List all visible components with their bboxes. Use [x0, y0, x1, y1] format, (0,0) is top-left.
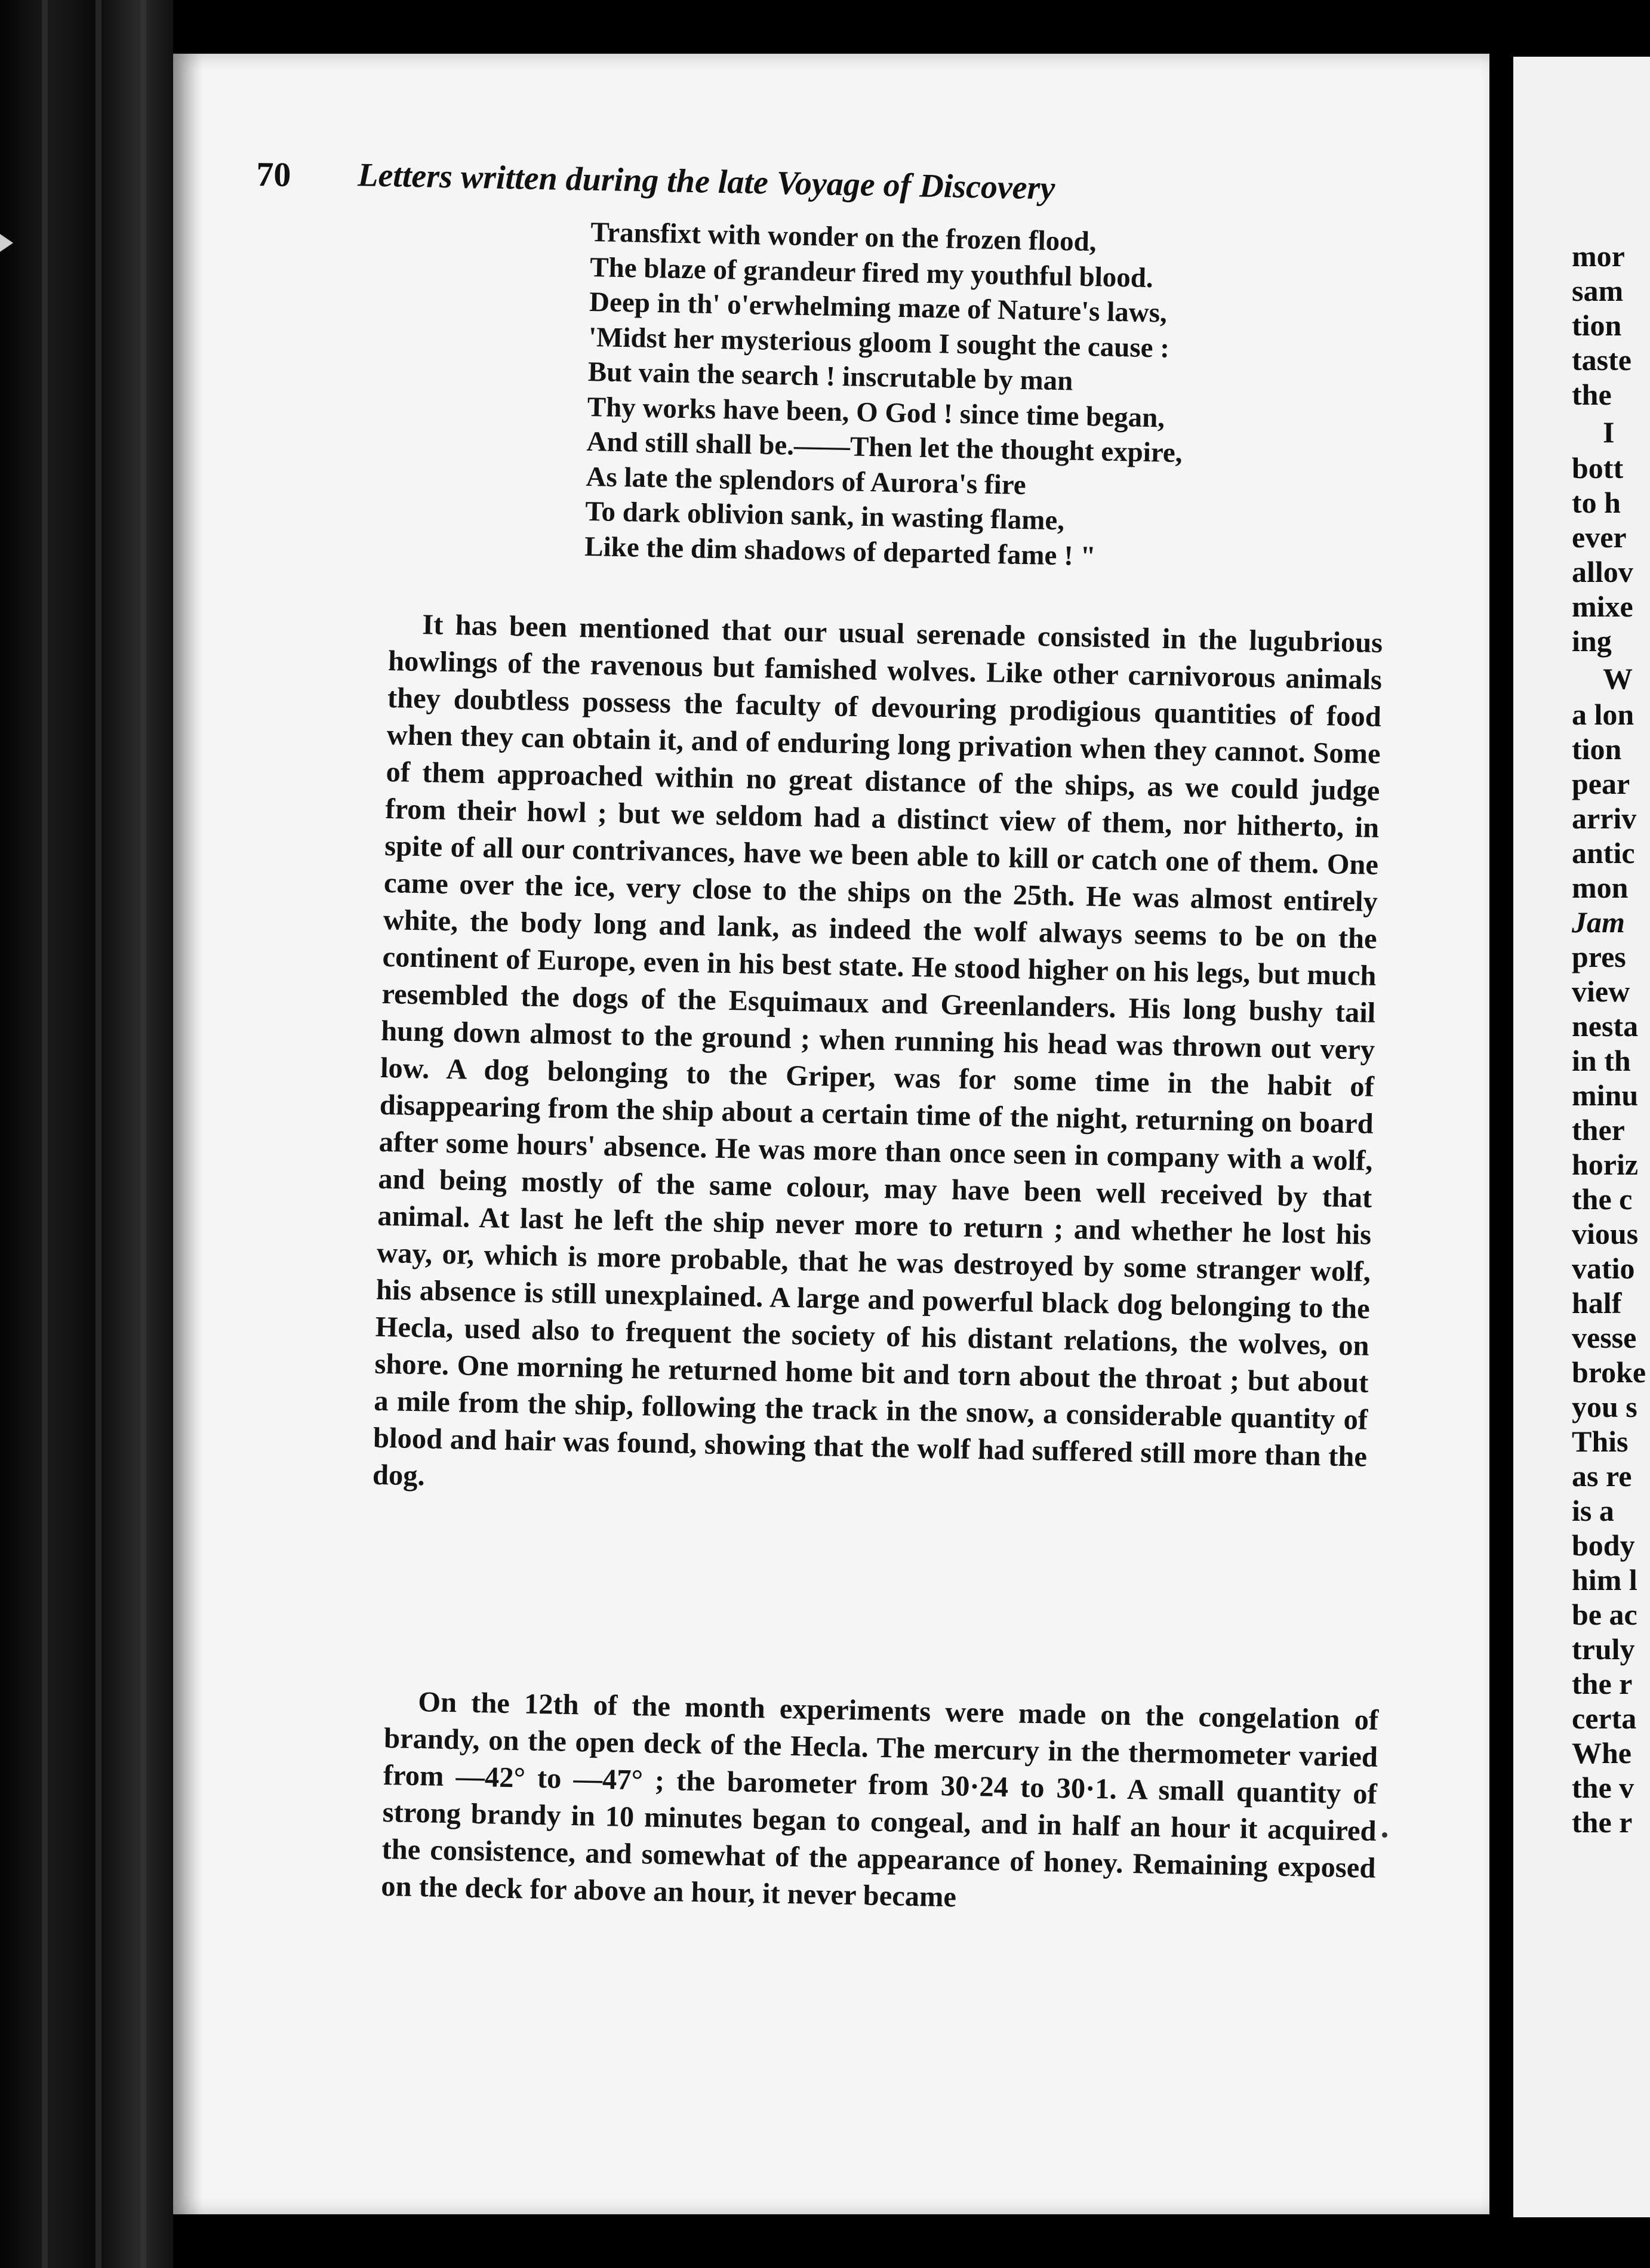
facing-page-fragment: ever [1572, 520, 1627, 554]
facing-page-fragment: tion [1572, 732, 1622, 766]
facing-page-fragment: mor [1572, 239, 1625, 273]
facing-page-fragment: certa [1572, 1702, 1637, 1735]
facing-page-fragment: the [1572, 378, 1612, 411]
facing-page-fragment: vesse [1572, 1321, 1637, 1354]
binding-streak [140, 0, 146, 2268]
poem-line: Like the dim shadows of departed fame ! " [584, 531, 1097, 572]
paragraph-brandy [381, 1683, 1379, 1924]
facing-page-fragment: arriv [1572, 802, 1637, 835]
facing-page-fragment: antic [1572, 836, 1635, 870]
facing-page-fragment: is a [1572, 1494, 1614, 1527]
facing-page-fragment: you s [1572, 1390, 1637, 1423]
poem-line: Thy works have been, O God ! since time began, [587, 391, 1165, 434]
facing-page-fragment: a lon [1572, 698, 1634, 731]
facing-page-fragment: pear [1572, 767, 1630, 800]
facing-page-fragment: to h [1572, 486, 1621, 519]
facing-page-fragment: Whe [1572, 1736, 1631, 1770]
facing-page-fragment: This [1572, 1425, 1629, 1458]
facing-page-fragment: vatio [1572, 1252, 1635, 1285]
facing-page-fragment: W [1603, 662, 1633, 695]
facing-page-fragment: body [1572, 1529, 1635, 1562]
facing-page-fragment: horiz [1572, 1148, 1639, 1181]
facing-page-fragment: ther [1572, 1113, 1625, 1147]
book-binding [0, 0, 173, 2268]
facing-page-fragment: bott [1572, 451, 1624, 485]
poem-line: Transfixt with wonder on the frozen flood, [590, 216, 1097, 258]
facing-page-fragment: broke [1572, 1355, 1646, 1389]
binding-streak [42, 0, 48, 2268]
facing-page-fragment: allov [1572, 555, 1633, 588]
facing-page-fragment: ing [1572, 624, 1612, 658]
facing-page-fragment: taste [1572, 343, 1631, 377]
facing-page-edge [1513, 57, 1650, 2217]
facing-page-fragment: pres [1572, 940, 1626, 973]
facing-page-fragment: minu [1572, 1078, 1639, 1112]
poem-line: But vain the search ! inscrutable by man [587, 356, 1073, 397]
binding-streak [96, 0, 101, 2268]
page-fold-shadow [173, 54, 203, 2214]
running-title: Letters written during the late Voyage of Discovery [357, 156, 1055, 207]
facing-page-fragment: mon [1572, 871, 1629, 904]
poem-line: To dark oblivion sank, in wasting flame, [584, 495, 1065, 537]
facing-page-fragment: sam [1572, 274, 1624, 307]
facing-page-fragment: truly [1572, 1632, 1635, 1666]
page-number: 70 [255, 154, 291, 195]
paragraph-wolves [372, 606, 1383, 1513]
poem-quotation [584, 215, 1331, 578]
facing-page-fragment: vious [1572, 1217, 1639, 1250]
facing-page-fragment: him l [1572, 1563, 1637, 1597]
facing-page-fragment: view [1572, 975, 1630, 1008]
facing-page-fragment: the r [1572, 1805, 1633, 1839]
facing-page-fragment: tion [1572, 309, 1622, 342]
paragraph-text: It has been mentioned that our usual serenade consisted in the lugubrious howlings of the ravenous but famished wolves. Like other carnivorous animals they doubtless possess the faculty of devouring prodigious quantities of food when they can obtain it, and of enduring long privation when they cannot. Some of them approached within no great distance of the ships, as we could judge from their howl ; but we seldom had a distinct view of them, nor hitherto, in spite of all our contrivances, have we been able to kill or catch one of them. One came over the ice, very close to the ships on the 25th. He was almost entirely white, the body long and lank, as indeed the wolf always seems to be on the continent of Europe, even in his best state. He stood higher on his legs, but much resembled the dogs of the Esquimaux and Greenlanders. His long bushy tail hung down almost to the ground ; when running his head was thrown out very low. A dog belonging to the Griper, was for some time in the habit of disappearing from the ship about a certain time of the night, returning on board after some hours' absence. He was more than once seen in company with a wolf, and being mostly of the same colour, may have been well received by that animal. At last he left the ship never more to return ; and whether he lost his way, or, which is more probable, that he was destroyed by some stranger wolf, his absence is still unexplained. A large and powerful black dog belonging to the Hecla, used also to frequent the society of his distant relations, the wolves, on shore. One morning he returned home bit and torn about the throat ; but about a mile from the ship, following the track in the snow, a considerable quantity of blood and hair was found, showing that the wolf had suffered still more than the dog. [372, 609, 1383, 1492]
facing-page-fragment: I [1603, 415, 1615, 449]
paragraph-text: On the 12th of the month experiments were made on the congelation of brandy, on the open deck of the Hecla. The mercury in the thermometer varied from —42° to —47° ; the barometer from 30·24 to 30·1. A small quantity of strong brandy in 10 minutes began to congeal, and in half an hour it acquired the consistence, and somewhat of the appearance of honey. Remaining exposed on the deck for above an hour, it never became [380, 1686, 1379, 1913]
facing-page-fragment: Jam [1572, 905, 1625, 939]
facing-page-fragment: half [1572, 1286, 1622, 1320]
facing-page-fragment: in th [1572, 1044, 1631, 1077]
facing-page-fragment: the v [1572, 1771, 1634, 1804]
facing-page-fragment: be ac [1572, 1598, 1637, 1631]
facing-page-fragment: nesta [1572, 1009, 1639, 1043]
poem-line: As late the splendors of Aurora's fire [586, 461, 1027, 501]
poem-line: 'Midst her mysterious gloom I sought the cause : [588, 321, 1170, 364]
facing-page-fragment: the r [1572, 1667, 1633, 1700]
facing-page-fragment: as re [1572, 1459, 1632, 1493]
poem-line: And still shall be.——Then let the thought expire, [586, 426, 1183, 469]
facing-page-fragment: mixe [1572, 590, 1633, 623]
poem-line: The blaze of grandeur fired my youthful blood. [589, 251, 1154, 294]
poem-line: Deep in th' o'erwhelming maze of Nature's laws, [589, 286, 1168, 329]
ink-speck [1382, 1832, 1387, 1838]
facing-page-fragment: the c [1572, 1182, 1633, 1216]
